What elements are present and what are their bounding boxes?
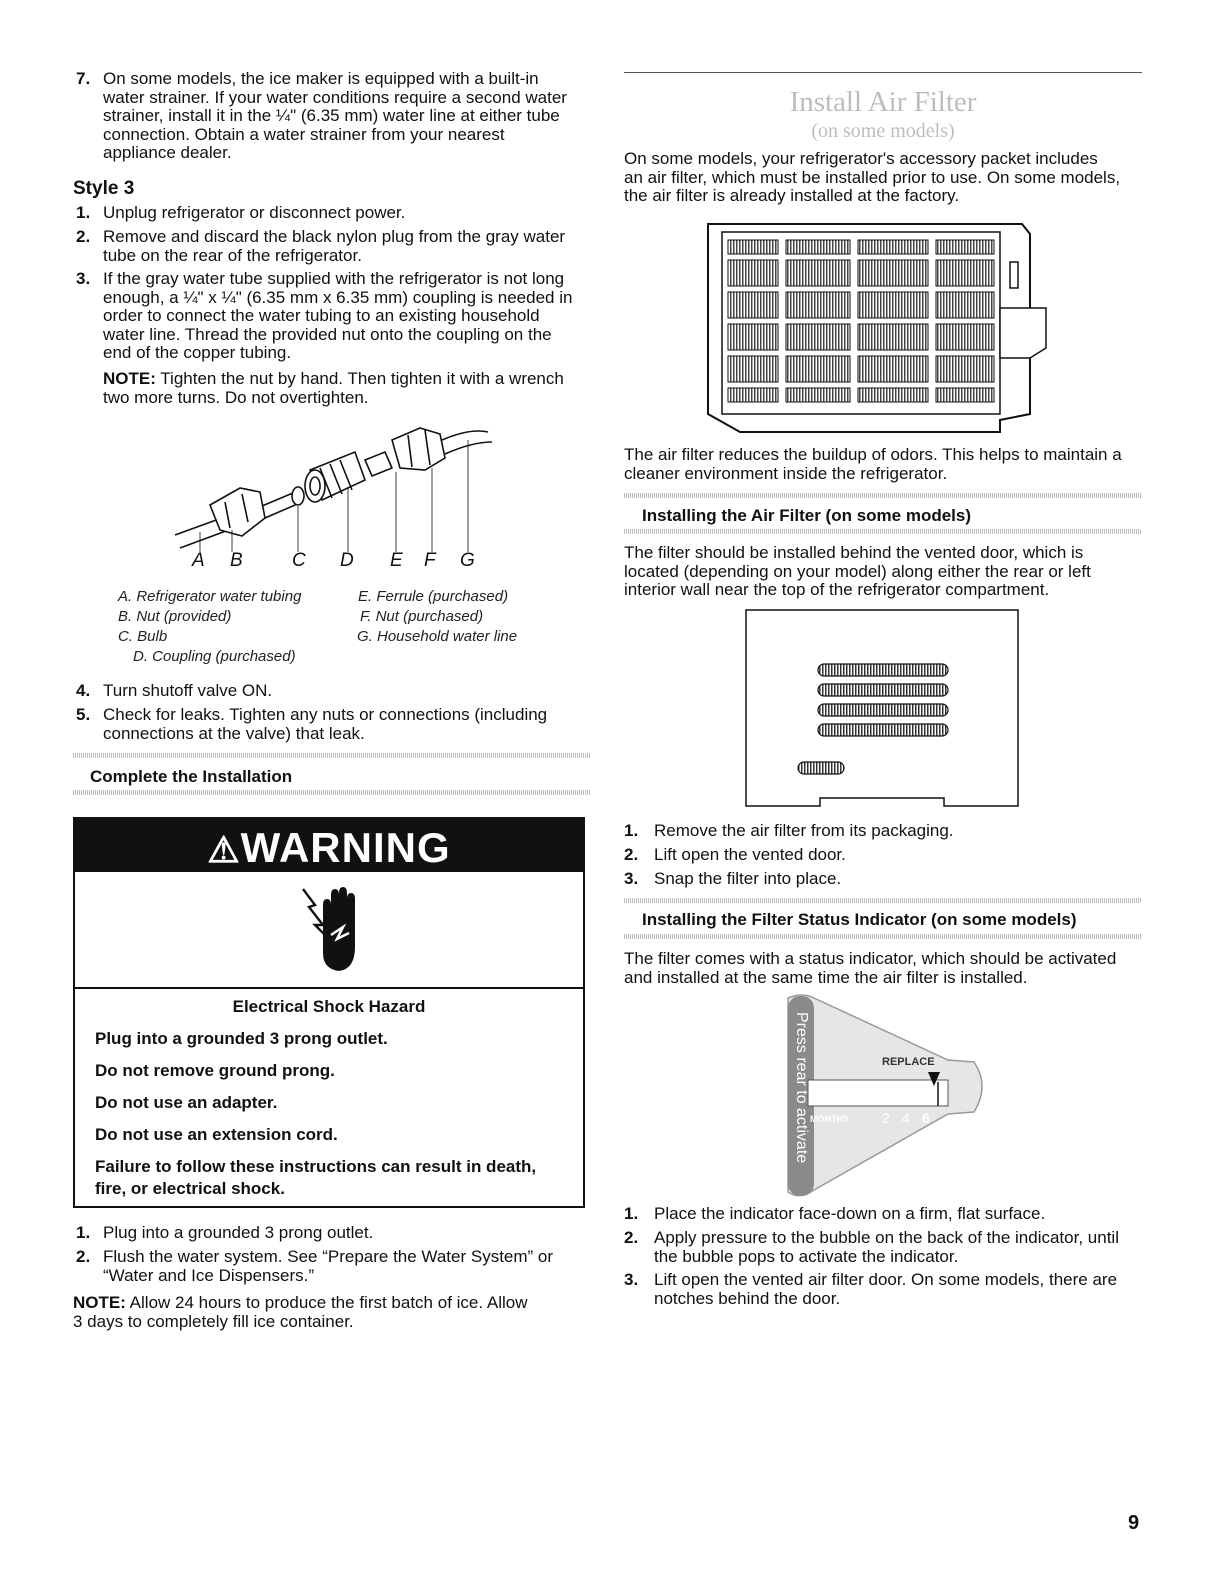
complete-installation-heading: Complete the Installation: [90, 767, 293, 786]
text-line: “Water and Ice Dispensers.”: [103, 1265, 314, 1285]
warning-triangle-icon: ⚠: [207, 829, 241, 870]
text-line: Lift open the vented door.: [654, 845, 846, 864]
indicator-side-text: Press rear to activate: [793, 1012, 810, 1164]
text-line: interior wall near the top of the refrigerator compartment.: [624, 580, 1050, 599]
text-line: an air filter, which must be installed prior to use. On some models,: [624, 167, 1121, 187]
step-number: 1.: [76, 1223, 91, 1242]
divider: [73, 753, 591, 758]
letter-f: F: [424, 550, 436, 571]
caption: E. Ferrule (purchased): [358, 588, 509, 605]
letter-d: D: [340, 550, 354, 571]
reduces-paragraph: [624, 446, 1154, 483]
step-number: 7.: [76, 69, 91, 88]
step-number: 3.: [624, 869, 639, 888]
electric-shock-hand-icon: [301, 883, 361, 975]
text-line: Turn shutoff valve ON.: [103, 681, 273, 700]
warning-box: [73, 817, 585, 1208]
text-line: Snap the filter into place.: [654, 869, 842, 888]
section-subtitle: (on some models): [811, 120, 955, 142]
divider: [624, 529, 1142, 534]
note-2: [73, 1294, 593, 1331]
caption: C. Bulb: [118, 628, 168, 645]
warning-line: Do not use an adapter.: [95, 1093, 278, 1112]
text-line: On some models, your refrigerator's accessory packet includes: [624, 149, 1098, 168]
text-line: end of the copper tubing.: [103, 343, 292, 362]
warning-line: Plug into a grounded 3 prong outlet.: [95, 1029, 388, 1048]
step-number: 4.: [76, 681, 91, 700]
text-line: If the gray water tube supplied with the refrigerator is not long: [103, 269, 565, 288]
text-line: Tighten the nut by hand. Then tighten it with a wrench: [155, 369, 564, 388]
text-line: connections at the valve) that leak.: [103, 723, 365, 743]
status-indicator-graphic: [778, 990, 993, 1205]
note-line: [103, 370, 564, 389]
step-number: 1.: [624, 1204, 639, 1223]
top-rule: [624, 72, 1142, 73]
step-number: 2.: [76, 227, 91, 246]
caption: F. Nut (purchased): [360, 608, 484, 625]
text-line: located (depending on your model) along either the rear or left: [624, 561, 1091, 581]
text-line: Lift open the vented air filter door. On some models, there are: [654, 1270, 1118, 1289]
note-label: NOTE:: [103, 369, 156, 388]
text-line: The filter should be installed behind the vented door, which is: [624, 543, 1084, 562]
warning-title: WARNING: [240, 824, 451, 871]
warning-line: Do not use an extension cord.: [95, 1125, 338, 1144]
indicator-paragraph: [624, 950, 1154, 987]
text-line: Allow 24 hours to produce the first batch of ice. Allow: [125, 1293, 528, 1312]
style3-heading: Style 3: [73, 178, 135, 199]
warning-line: Failure to follow these instructions can result in death,: [95, 1157, 537, 1176]
text-line: appliance dealer.: [103, 143, 232, 162]
step-number: 2.: [624, 1228, 639, 1247]
divider: [624, 934, 1142, 939]
step-number: 2.: [624, 845, 639, 864]
step-number: 2.: [76, 1247, 91, 1266]
step-number: 1.: [76, 203, 91, 222]
page-number: 9: [1128, 1512, 1140, 1534]
text-line: water line. Thread the provided nut onto the coupling on the: [103, 324, 552, 344]
indicator-month-2: 2: [882, 1110, 890, 1126]
step-number: 3.: [76, 269, 91, 288]
section-title: Install Air Filter: [789, 86, 977, 118]
text-line: two more turns. Do not overtighten.: [103, 387, 369, 407]
text-line: order to connect the water tubing to an existing household: [103, 306, 540, 325]
text-line: Check for leaks. Tighten any nuts or connections (including: [103, 705, 548, 724]
step-number: 5.: [76, 705, 91, 724]
coupling-diagram: [170, 410, 500, 560]
text-line: tube on the rear of the refrigerator.: [103, 245, 362, 265]
vented-door-illustration: [744, 608, 1020, 812]
text-line: Apply pressure to the bubble on the back of the indicator, until: [654, 1228, 1119, 1247]
letter-c: C: [292, 550, 306, 571]
installing-air-filter-heading: Installing the Air Filter (on some models): [642, 506, 972, 525]
text-line: enough, a ¼" x ¼" (6.35 mm x 6.35 mm) coupling is needed in: [103, 287, 573, 307]
text-line: the bubble pops to activate the indicator.: [654, 1246, 959, 1266]
indicator-heading: Installing the Filter Status Indicator (on some models): [642, 910, 1077, 929]
air-filter-illustration: [700, 218, 1060, 438]
caption: B. Nut (provided): [118, 608, 232, 625]
text-line: and installed at the same time the air filter is installed.: [624, 967, 1028, 987]
text-line: Plug into a grounded 3 prong outlet.: [103, 1223, 374, 1242]
indicator-month-6: 6: [922, 1110, 930, 1126]
text-line: The air filter reduces the buildup of odors. This helps to maintain a: [624, 445, 1122, 464]
indicator-replace-label: REPLACE: [882, 1056, 935, 1068]
text-line: Remove and discard the black nylon plug from the gray water: [103, 227, 566, 246]
step-number: 3.: [624, 1270, 639, 1289]
letter-a: A: [192, 550, 205, 571]
letter-b: B: [230, 550, 243, 571]
warning-divider: [75, 987, 583, 989]
text-line: 3 days to completely fill ice container.: [73, 1311, 354, 1331]
text-line: Place the indicator face-down on a firm, flat surface.: [654, 1204, 1046, 1223]
caption: G. Household water line: [357, 628, 518, 645]
caption: D. Coupling (purchased): [133, 648, 296, 665]
text-line: strainer, install it in the ¼" (6.35 mm) water line at either tube: [103, 106, 560, 125]
indicator-months-label: MONTHS: [810, 1114, 849, 1124]
note-label: NOTE:: [73, 1293, 126, 1312]
indicator-month-4: 4: [902, 1110, 910, 1126]
divider: [624, 493, 1142, 498]
caption: A. Refrigerator water tubing: [118, 588, 302, 605]
location-paragraph: [624, 544, 1154, 600]
text-line: the air filter is already installed at the factory.: [624, 186, 960, 205]
warning-line: Do not remove ground prong.: [95, 1061, 335, 1080]
text-line: Unplug refrigerator or disconnect power.: [103, 203, 406, 222]
text-line: The filter comes with a status indicator, which should be activated: [624, 949, 1117, 968]
divider: [624, 898, 1142, 903]
text-line: notches behind the door.: [654, 1288, 841, 1308]
divider: [73, 790, 591, 795]
intro-paragraph: [624, 150, 1154, 206]
letter-e: E: [390, 550, 403, 571]
text-line: water strainer. If your water conditions require a second water: [103, 87, 567, 107]
warning-header: [75, 819, 583, 872]
step-number: 1.: [624, 821, 639, 840]
hazard-title: Electrical Shock Hazard: [232, 997, 426, 1016]
text-line: Flush the water system. See “Prepare the Water System” or: [103, 1247, 554, 1266]
text-line: Remove the air filter from its packaging.: [654, 821, 954, 840]
text-line: cleaner environment inside the refrigerator.: [624, 463, 948, 483]
warning-line: fire, or electrical shock.: [95, 1179, 285, 1198]
text-line: connection. Obtain a water strainer from your nearest: [103, 124, 505, 144]
text-line: On some models, the ice maker is equipped with a built-in: [103, 69, 539, 88]
letter-g: G: [460, 550, 475, 571]
